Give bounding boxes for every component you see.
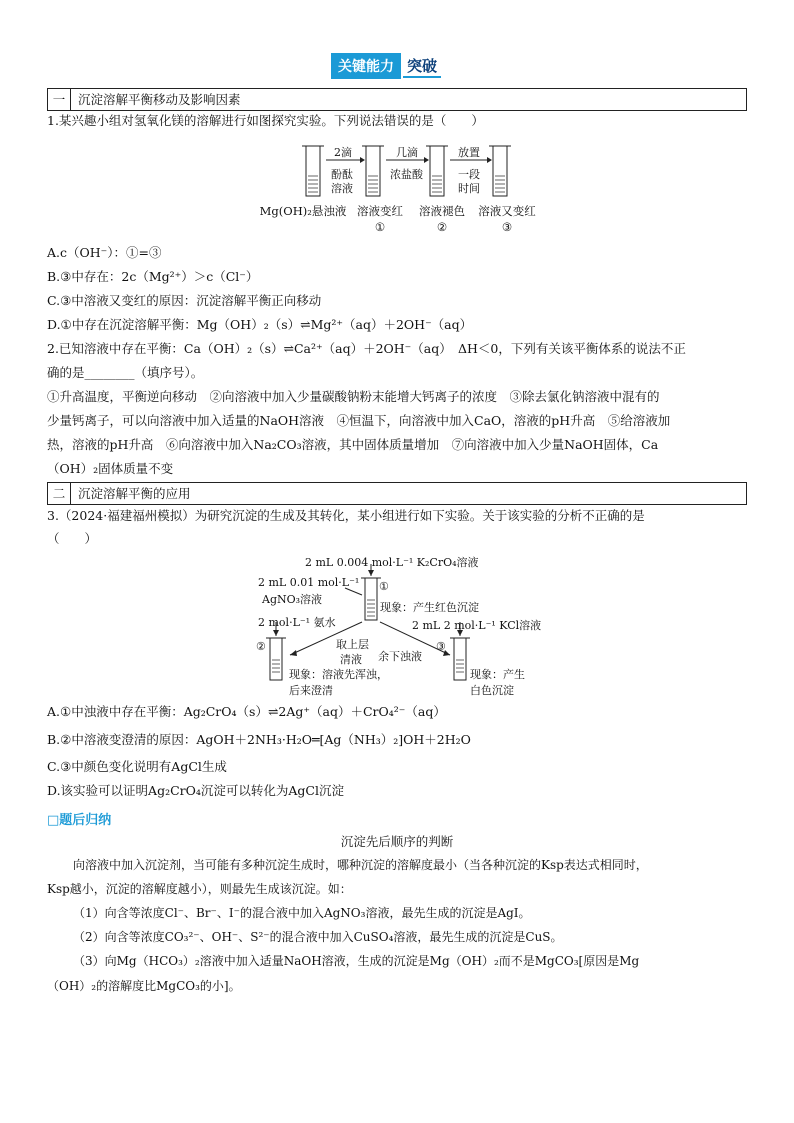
section-header-1: [47, 88, 747, 111]
step1-bottom1: 酚酞: [331, 168, 353, 181]
q3-left-reagent1: 2 mL 0.01 mol·L⁻¹: [258, 576, 360, 589]
q3-option-c: C.③中颜色变化说明有AgCl生成: [47, 759, 227, 774]
summary-title: 沉淀先后顺序的判断: [340, 834, 454, 849]
q3-line2: （ ）: [47, 531, 98, 546]
q2-line6: （OH）₂固体质量不变: [47, 461, 174, 476]
test-tube-1: [361, 578, 381, 620]
step3-bottom1: 一段: [458, 168, 480, 181]
q3-kcl: 2 mL 2 mol·L⁻¹ KCl溶液: [412, 619, 542, 632]
q3-upper1: 取上层: [336, 638, 369, 651]
section-number: 一: [48, 89, 71, 110]
banner-part2: 突破: [403, 55, 441, 78]
q3-upper2: 清液: [340, 653, 362, 666]
q3-option-d: D.该实验可以证明Ag₂CrO₄沉淀可以转化为AgCl沉淀: [47, 783, 344, 798]
q3-observation-2a: 现象：溶液先浑浊，: [289, 668, 388, 681]
summary-paragraph-3: （2）向含等浓度CO₃²⁻、OH⁻、S²⁻的混合液中加入CuSO₄溶液，最先生成的沉淀是CuS。: [73, 930, 563, 944]
step1-top: 2滴: [334, 146, 352, 159]
summary-paragraph-1b: Ksp越小，沉淀的溶解度越小），则最先生成该沉淀。如：: [47, 882, 352, 896]
q3-left-reagent2: AgNO₃溶液: [262, 593, 323, 606]
q3-observation-2b: 后来澄清: [289, 684, 333, 697]
test-tube-2: [266, 638, 286, 680]
summary-paragraph-4b: （OH）₂的溶解度比MgCO₃的小]。: [47, 979, 241, 993]
number-2: ②: [436, 220, 448, 234]
q3-observation-3b: 白色沉淀: [470, 684, 514, 697]
q2-line5: 热，溶液的pH升高 ⑥向溶液中加入Na₂CO₃溶液，其中固体质量增加 ⑦向溶液中加入少量NaOH固体，Ca: [47, 437, 659, 452]
q1-option-a: A.c（OH⁻）：①=③: [47, 245, 162, 260]
section-title: 沉淀溶解平衡移动及影响因素: [78, 92, 241, 107]
q3-observation-1: 现象：产生红色沉淀: [380, 601, 479, 614]
test-tube-2: [426, 146, 448, 196]
q3-remain: 余下浊液: [378, 650, 422, 663]
q1-stem: 1.某兴趣小组对氢氧化镁的溶解进行如图探究实验。下列说法错误的是（ ）: [47, 113, 484, 128]
q1-option-d: D.①中存在沉淀溶解平衡：Mg（OH）₂（s）⇌Mg²⁺（aq）＋2OH⁻（aq）: [47, 317, 473, 332]
step3-top: 放置: [458, 146, 480, 159]
q2-line3: ①升高温度，平衡逆向移动 ②向溶液中加入少量碳酸钠粉末能增大钙离子的浓度 ③除去氯化钠溶液中混有的: [47, 389, 660, 404]
caption-0: Mg(OH)₂悬浊液: [259, 204, 347, 218]
section-title: 沉淀溶解平衡的应用: [78, 486, 191, 501]
test-tube-3: [489, 146, 511, 196]
q3-number-3: ③: [436, 640, 446, 653]
q3-option-a: A.①中浊液中存在平衡：Ag₂CrO₄（s）⇌2Ag⁺（aq）＋CrO₄²⁻（aq）: [47, 704, 446, 719]
summary-heading: □题后归纳: [47, 813, 112, 828]
caption-3: 溶液又变红: [478, 204, 536, 218]
step2-top: 几滴: [396, 146, 418, 159]
q3-observation-3a: 现象：产生: [470, 668, 525, 681]
test-tube-3: [450, 638, 470, 680]
q3-top-reagent: 2 mL 0.004 mol·L⁻¹ K₂CrO₄溶液: [305, 556, 479, 569]
q3-number-1: ①: [379, 580, 389, 593]
q3-number-2: ②: [256, 640, 266, 653]
section-header-2: [47, 482, 747, 505]
section-number: 二: [48, 483, 71, 504]
caption-1: 溶液变红: [357, 204, 403, 218]
q1-option-c: C.③中溶液又变红的原因：沉淀溶解平衡正向移动: [47, 293, 322, 308]
test-tube-0: [302, 146, 324, 196]
summary-paragraph-2: （1）向含等浓度Cl⁻、Br⁻、I⁻的混合液中加入AgNO₃溶液，最先生成的沉淀是AgI。: [73, 906, 531, 920]
section-banner: [331, 55, 441, 77]
q3-option-b: B.②中溶液变澄清的原因：AgOH＋2NH₃·H₂O═[Ag（NH₃）₂]OH＋2H₂O: [47, 732, 471, 747]
banner-part1: 关键能力: [331, 53, 401, 79]
number-3: ③: [501, 220, 513, 234]
caption-2: 溶液褪色: [419, 204, 465, 218]
q2-line1: 2.已知溶液中存在平衡：Ca（OH）₂（s）⇌Ca²⁺（aq）＋2OH⁻（aq） ΔH＜0，下列有关该平衡体系的说法不正: [47, 341, 686, 356]
number-1: ①: [374, 220, 386, 234]
q3-line1: 3.（2024·福建福州模拟）为研究沉淀的生成及其转化，某小组进行如下实验。关于该实验的分析不正确的是: [47, 508, 645, 523]
summary-paragraph-4a: （3）向Mg（HCO₃）₂溶液中加入适量NaOH溶液，生成的沉淀是Mg（OH）₂而不是MgCO₃[原因是Mg: [73, 954, 640, 968]
step2-bottom: 浓盐酸: [390, 168, 423, 181]
q3-ammonia: 2 mol·L⁻¹ 氨水: [258, 616, 336, 629]
summary-paragraph-1a: 向溶液中加入沉淀剂，当可能有多种沉淀生成时，哪种沉淀的溶解度最小（当各种沉淀的Ksp表达式相同时，: [73, 858, 648, 872]
step1-bottom2: 溶液: [331, 182, 353, 195]
step3-bottom2: 时间: [458, 182, 480, 195]
q2-line4: 少量钙离子，可以向溶液中加入适量的NaOH溶液 ④恒温下，向溶液中加入CaO，溶液的pH升高 ⑤给溶液加: [47, 413, 671, 428]
q2-line2: 确的是________（填序号）。: [47, 365, 204, 380]
reagent-arrow: [345, 588, 362, 595]
q1-option-b: B.③中存在：2c（Mg²⁺）＞c（Cl⁻）: [47, 269, 259, 284]
test-tube-1: [362, 146, 384, 196]
